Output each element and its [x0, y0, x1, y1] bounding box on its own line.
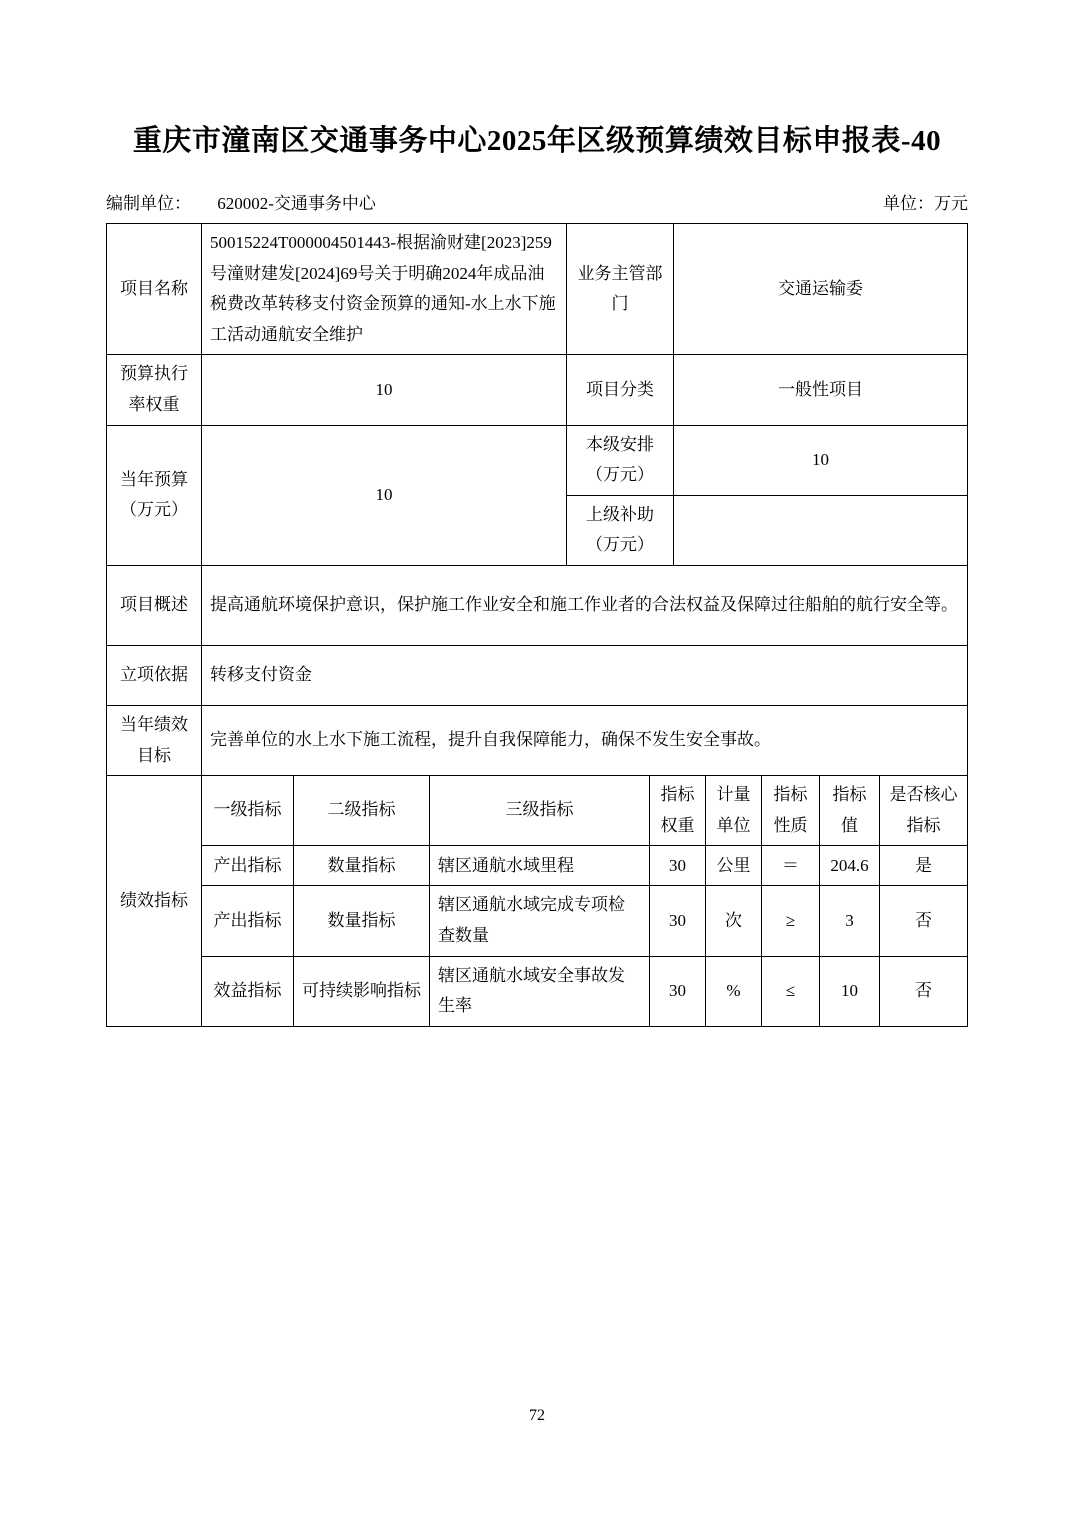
basis-label: 立项依据 — [107, 645, 202, 705]
dept-label: 业务主管部门 — [567, 224, 674, 355]
superior-value — [674, 495, 968, 565]
meta-row — [106, 189, 968, 214]
budget-label: 当年预算（万元） — [107, 425, 202, 565]
overview-value: 提高通航环境保护意识，保护施工作业安全和施工作业者的合法权益及保障过往船舶的航行安全等。 — [202, 565, 968, 645]
indicator-level3: 辖区通航水域里程 — [430, 846, 650, 886]
indicator-value: 204.6 — [820, 846, 880, 886]
table-row — [107, 956, 968, 1026]
annual-goal-label: 当年绩效目标 — [107, 705, 202, 775]
project-name-label: 项目名称 — [107, 224, 202, 355]
indicator-weight: 30 — [650, 846, 706, 886]
indicator-weight: 30 — [650, 886, 706, 956]
indicator-header-core: 是否核心指标 — [880, 776, 968, 846]
indicator-level1: 效益指标 — [202, 956, 294, 1026]
indicator-header-value: 指标值 — [820, 776, 880, 846]
project-name-value: 50015224T000004501443-根据渝财建[2023]259号潼财建发[2024]69号关于明确2024年成品油税费改革转移支付资金预算的通知-水上水下施工活动通航安全维护 — [202, 224, 567, 355]
exec-rate-value: 10 — [202, 355, 567, 425]
local-label: 本级安排（万元） — [567, 425, 674, 495]
superior-label: 上级补助（万元） — [567, 495, 674, 565]
local-value: 10 — [674, 425, 968, 495]
exec-rate-label: 预算执行率权重 — [107, 355, 202, 425]
page-title: 重庆市潼南区交通事务中心2025年区级预算绩效目标申报表-40 — [132, 125, 942, 157]
indicator-unit: 次 — [706, 886, 762, 956]
page-number: 72 — [529, 1407, 545, 1424]
prepared-by — [106, 189, 376, 214]
indicator-level2: 数量指标 — [294, 886, 430, 956]
indicator-core: 否 — [880, 886, 968, 956]
category-label: 项目分类 — [567, 355, 674, 425]
prepared-by-value: 620002-交通事务中心 — [217, 194, 376, 213]
indicator-header-weight: 指标权重 — [650, 776, 706, 846]
indicator-unit: 公里 — [706, 846, 762, 886]
indicator-level3: 辖区通航水域安全事故发生率 — [430, 956, 650, 1026]
indicators-section-label: 绩效指标 — [107, 776, 202, 1027]
budget-value: 10 — [202, 425, 567, 565]
indicator-value: 10 — [820, 956, 880, 1026]
indicator-core: 否 — [880, 956, 968, 1026]
budget-form-table — [106, 223, 968, 776]
dept-value: 交通运输委 — [674, 224, 968, 355]
indicator-nature: ＝ — [762, 846, 820, 886]
indicator-level3: 辖区通航水域完成专项检查数量 — [430, 886, 650, 956]
table-row — [107, 886, 968, 956]
overview-label: 项目概述 — [107, 565, 202, 645]
indicator-level2: 可持续影响指标 — [294, 956, 430, 1026]
indicator-header-nature: 指标性质 — [762, 776, 820, 846]
table-row — [107, 846, 968, 886]
indicator-nature: ≤ — [762, 956, 820, 1026]
indicator-nature: ≥ — [762, 886, 820, 956]
indicator-header-level3: 三级指标 — [430, 776, 650, 846]
indicator-value: 3 — [820, 886, 880, 956]
indicator-level2: 数量指标 — [294, 846, 430, 886]
indicator-unit: % — [706, 956, 762, 1026]
unit-note: 单位：万元 — [883, 194, 968, 213]
prepared-by-label: 编制单位： — [106, 194, 191, 213]
annual-goal-value: 完善单位的水上水下施工流程，提升自我保障能力，确保不发生安全事故。 — [202, 705, 968, 775]
indicator-header-level2: 二级指标 — [294, 776, 430, 846]
indicators-table — [106, 775, 968, 1027]
indicator-header-level1: 一级指标 — [202, 776, 294, 846]
indicator-level1: 产出指标 — [202, 846, 294, 886]
indicator-header-unit: 计量单位 — [706, 776, 762, 846]
indicator-weight: 30 — [650, 956, 706, 1026]
indicator-core: 是 — [880, 846, 968, 886]
indicator-level1: 产出指标 — [202, 886, 294, 956]
category-value: 一般性项目 — [674, 355, 968, 425]
basis-value: 转移支付资金 — [202, 645, 968, 705]
